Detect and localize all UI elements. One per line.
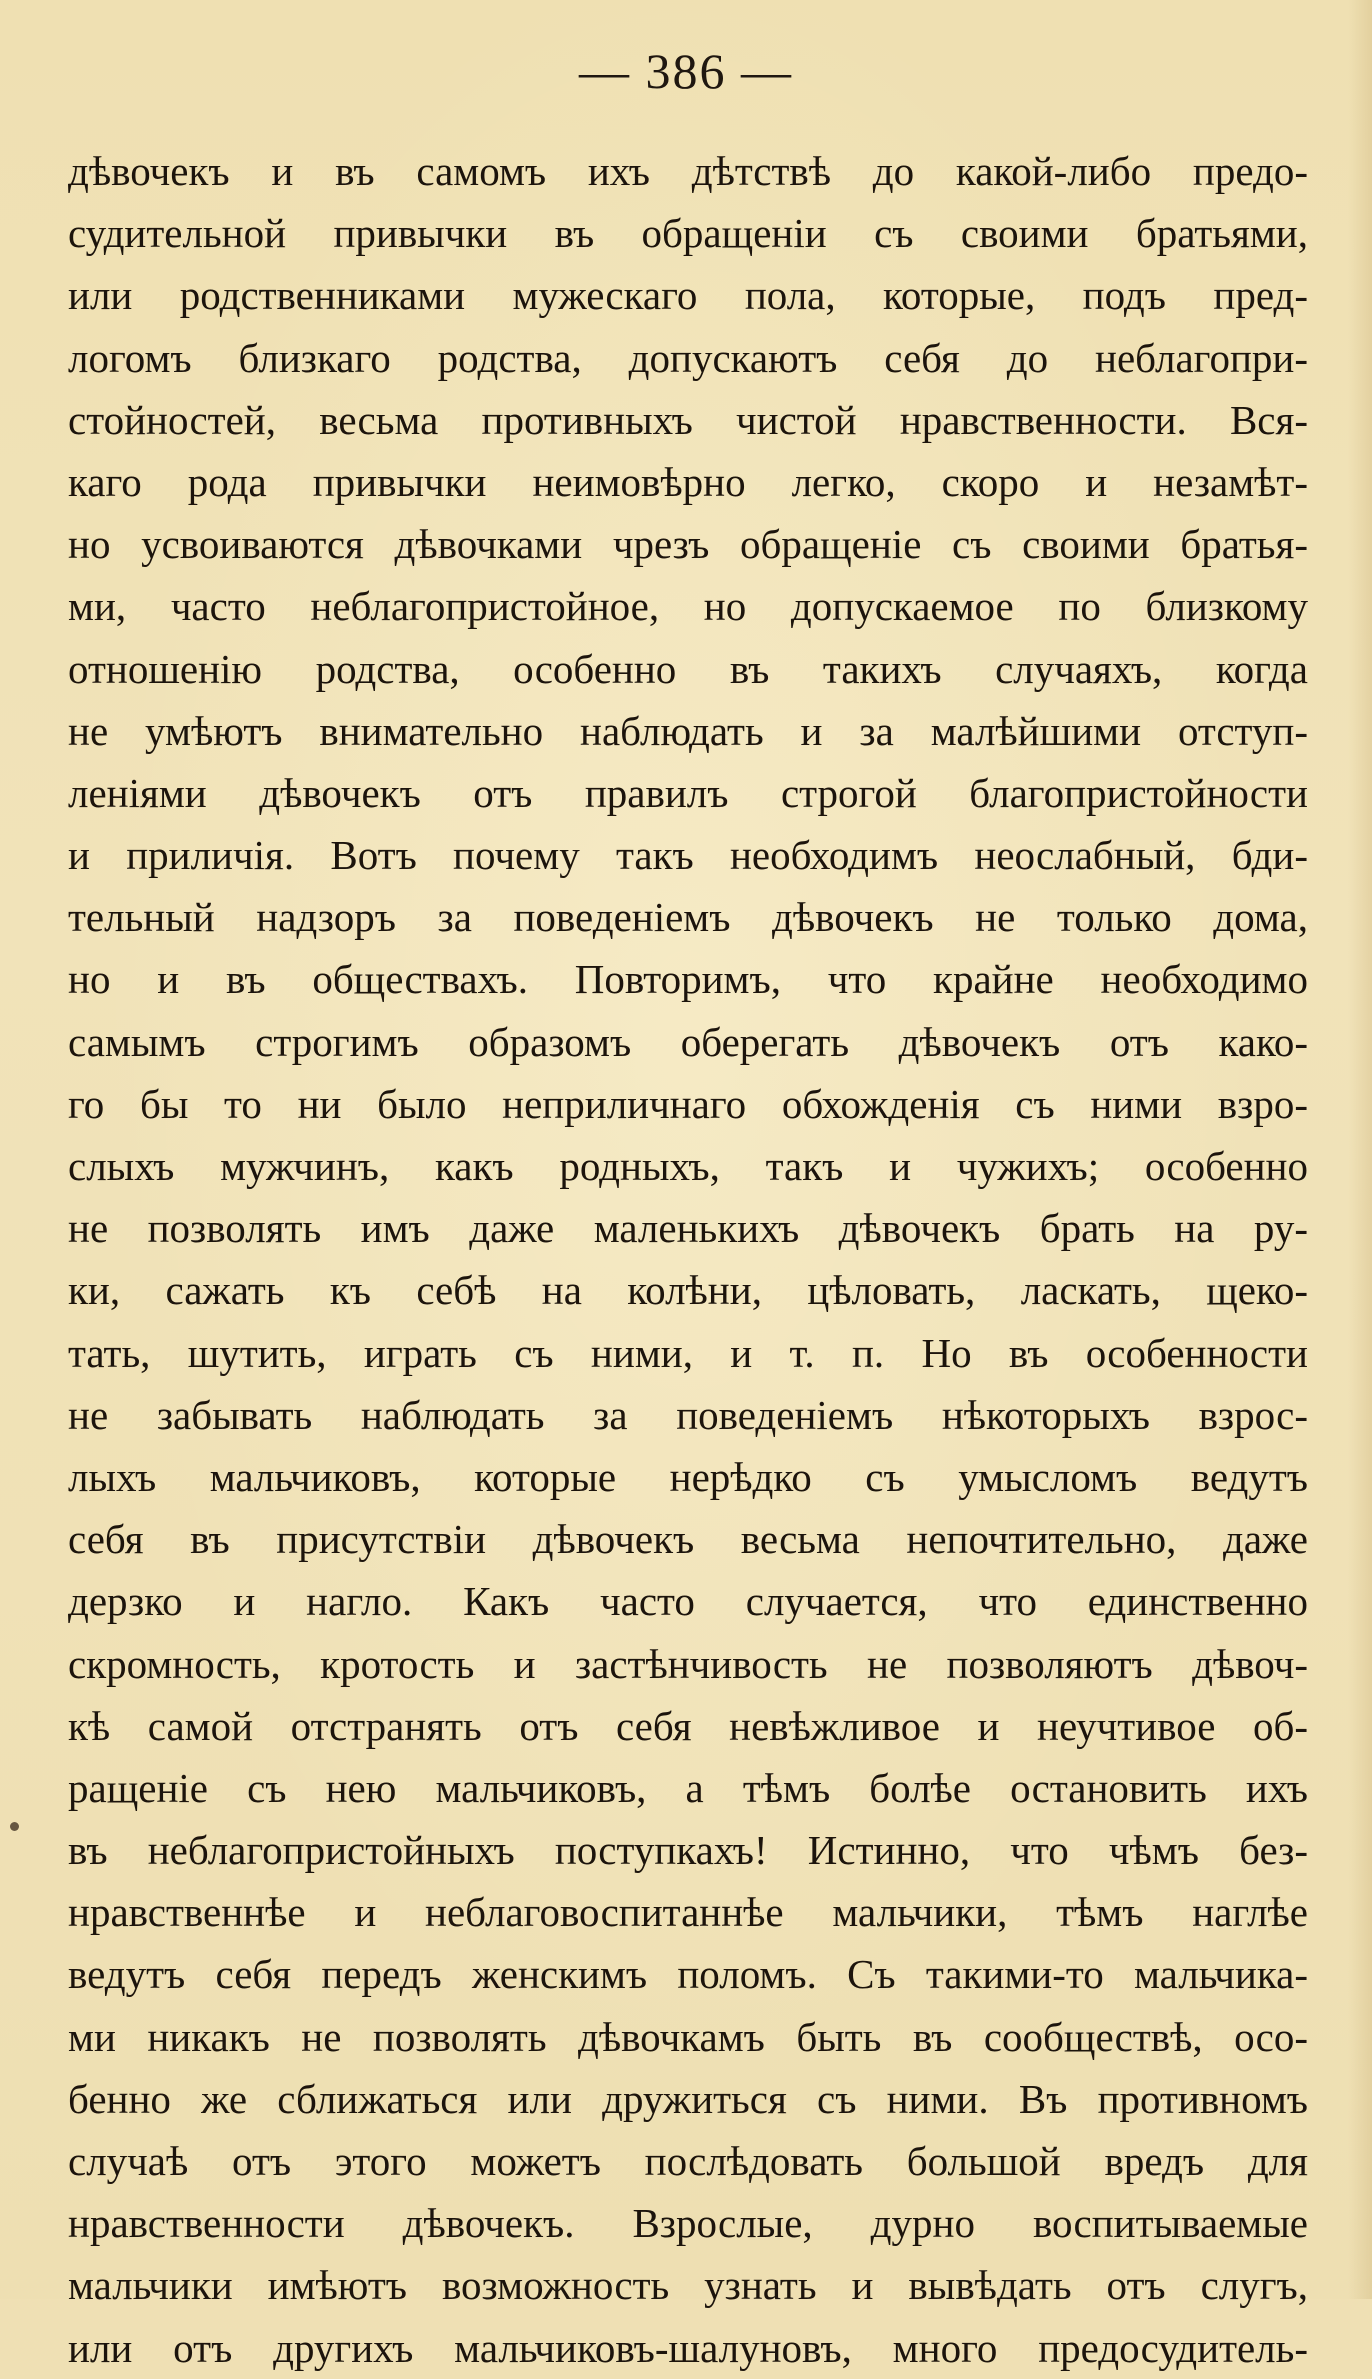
text-line: нравственнѣе и неблаговоспитаннѣе мальчики, тѣмъ наглѣе <box>68 1889 1308 1936</box>
text-line: каго рода привычки неимовѣрно легко, скоро и незамѣт- <box>68 458 1308 505</box>
text-line: ки, сажать къ себѣ на колѣни, цѣловать, ласкать, щеко- <box>68 1267 1308 1314</box>
text-line: ми, часто неблагопристойное, но допускаемое по близкому <box>68 583 1308 630</box>
body-text <box>68 140 1308 2379</box>
text-line: судительной привычки въ обращеніи съ своими братьями, <box>68 210 1308 257</box>
text-line: тельный надзоръ за поведеніемъ дѣвочекъ не только дома, <box>68 894 1308 941</box>
text-line: скромность, кротость и застѣнчивость не позволяютъ дѣвоч- <box>68 1640 1308 1687</box>
text-line: не умѣютъ внимательно наблюдать и за малѣйшими отступ- <box>68 707 1308 754</box>
text-line: случаѣ отъ этого можетъ послѣдовать большой вредъ для <box>68 2138 1308 2184</box>
text-line: логомъ близкаго родства, допускаютъ себя до неблагопри- <box>68 334 1308 381</box>
text-line: не позволять имъ даже маленькихъ дѣвочекъ брать на ру- <box>68 1205 1308 1252</box>
text-line: дерзко и нагло. Какъ часто случается, что единственно <box>68 1578 1308 1625</box>
text-line: стойностей, весьма противныхъ чистой нравственности. Вся- <box>68 396 1308 443</box>
text-line: но усвоиваются дѣвочками чрезъ обращеніе съ своими братья- <box>68 521 1308 568</box>
text-line: ращеніе съ нею мальчиковъ, а тѣмъ болѣе остановить ихъ <box>68 1764 1308 1811</box>
text-line: дѣвочекъ и въ самомъ ихъ дѣтствѣ до какой-либо предо- <box>68 148 1308 194</box>
text-line: себя въ присутствіи дѣвочекъ весьма непочтительно, даже <box>68 1516 1308 1563</box>
text-line: го бы то ни было неприличнаго обхожденія съ ними взро- <box>68 1080 1308 1127</box>
text-line: не забывать наблюдать за поведеніемъ нѣкоторыхъ взрос- <box>68 1391 1308 1438</box>
text-line: и приличія. Вотъ почему такъ необходимъ неослабный, бди- <box>68 832 1308 879</box>
text-line: кѣ самой отстранять отъ себя невѣжливое и неучтивое об- <box>68 1702 1308 1749</box>
text-line: лыхъ мальчиковъ, которые нерѣдко съ умысломъ ведутъ <box>68 1453 1308 1500</box>
text-line: въ неблагопристойныхъ поступкахъ! Истинно, что чѣмъ без- <box>68 1827 1308 1874</box>
text-line: леніями дѣвочекъ отъ правилъ строгой благопристойности <box>68 769 1308 816</box>
text-line: нравственности дѣвочекъ. Взрослые, дурно воспитываемые <box>68 2200 1308 2247</box>
text-line: слыхъ мужчинъ, какъ родныхъ, такъ и чужихъ; особенно <box>68 1143 1308 1189</box>
text-line: или родственниками мужескаго пола, которые, подъ пред- <box>68 272 1308 319</box>
text-line: отношенію родства, особенно въ такихъ случаяхъ, когда <box>68 645 1308 692</box>
text-line: ми никакъ не позволять дѣвочкамъ быть въ сообществѣ, осо- <box>68 2013 1308 2060</box>
text-line: бенно же сближаться или дружиться съ ними. Въ противномъ <box>68 2075 1308 2122</box>
margin-mark <box>10 1822 19 1831</box>
text-line: мальчики имѣютъ возможность узнать и вывѣдать отъ слугъ, <box>68 2262 1308 2309</box>
text-line: ведутъ себя передъ женскимъ поломъ. Съ такими-то мальчика- <box>68 1951 1308 1998</box>
text-line: или отъ другихъ мальчиковъ-шалуновъ, много предосудитель- <box>68 2324 1308 2371</box>
page-number: — 386 — <box>579 43 793 99</box>
page-edge-shade <box>1348 0 1372 2299</box>
text-line: но и въ обществахъ. Повторимъ, что крайне необходимо <box>68 956 1308 1003</box>
text-line: тать, шутить, играть съ ними, и т. п. Но въ особенности <box>68 1329 1308 1376</box>
text-line: самымъ строгимъ образомъ оберегать дѣвочекъ отъ како- <box>68 1018 1308 1065</box>
